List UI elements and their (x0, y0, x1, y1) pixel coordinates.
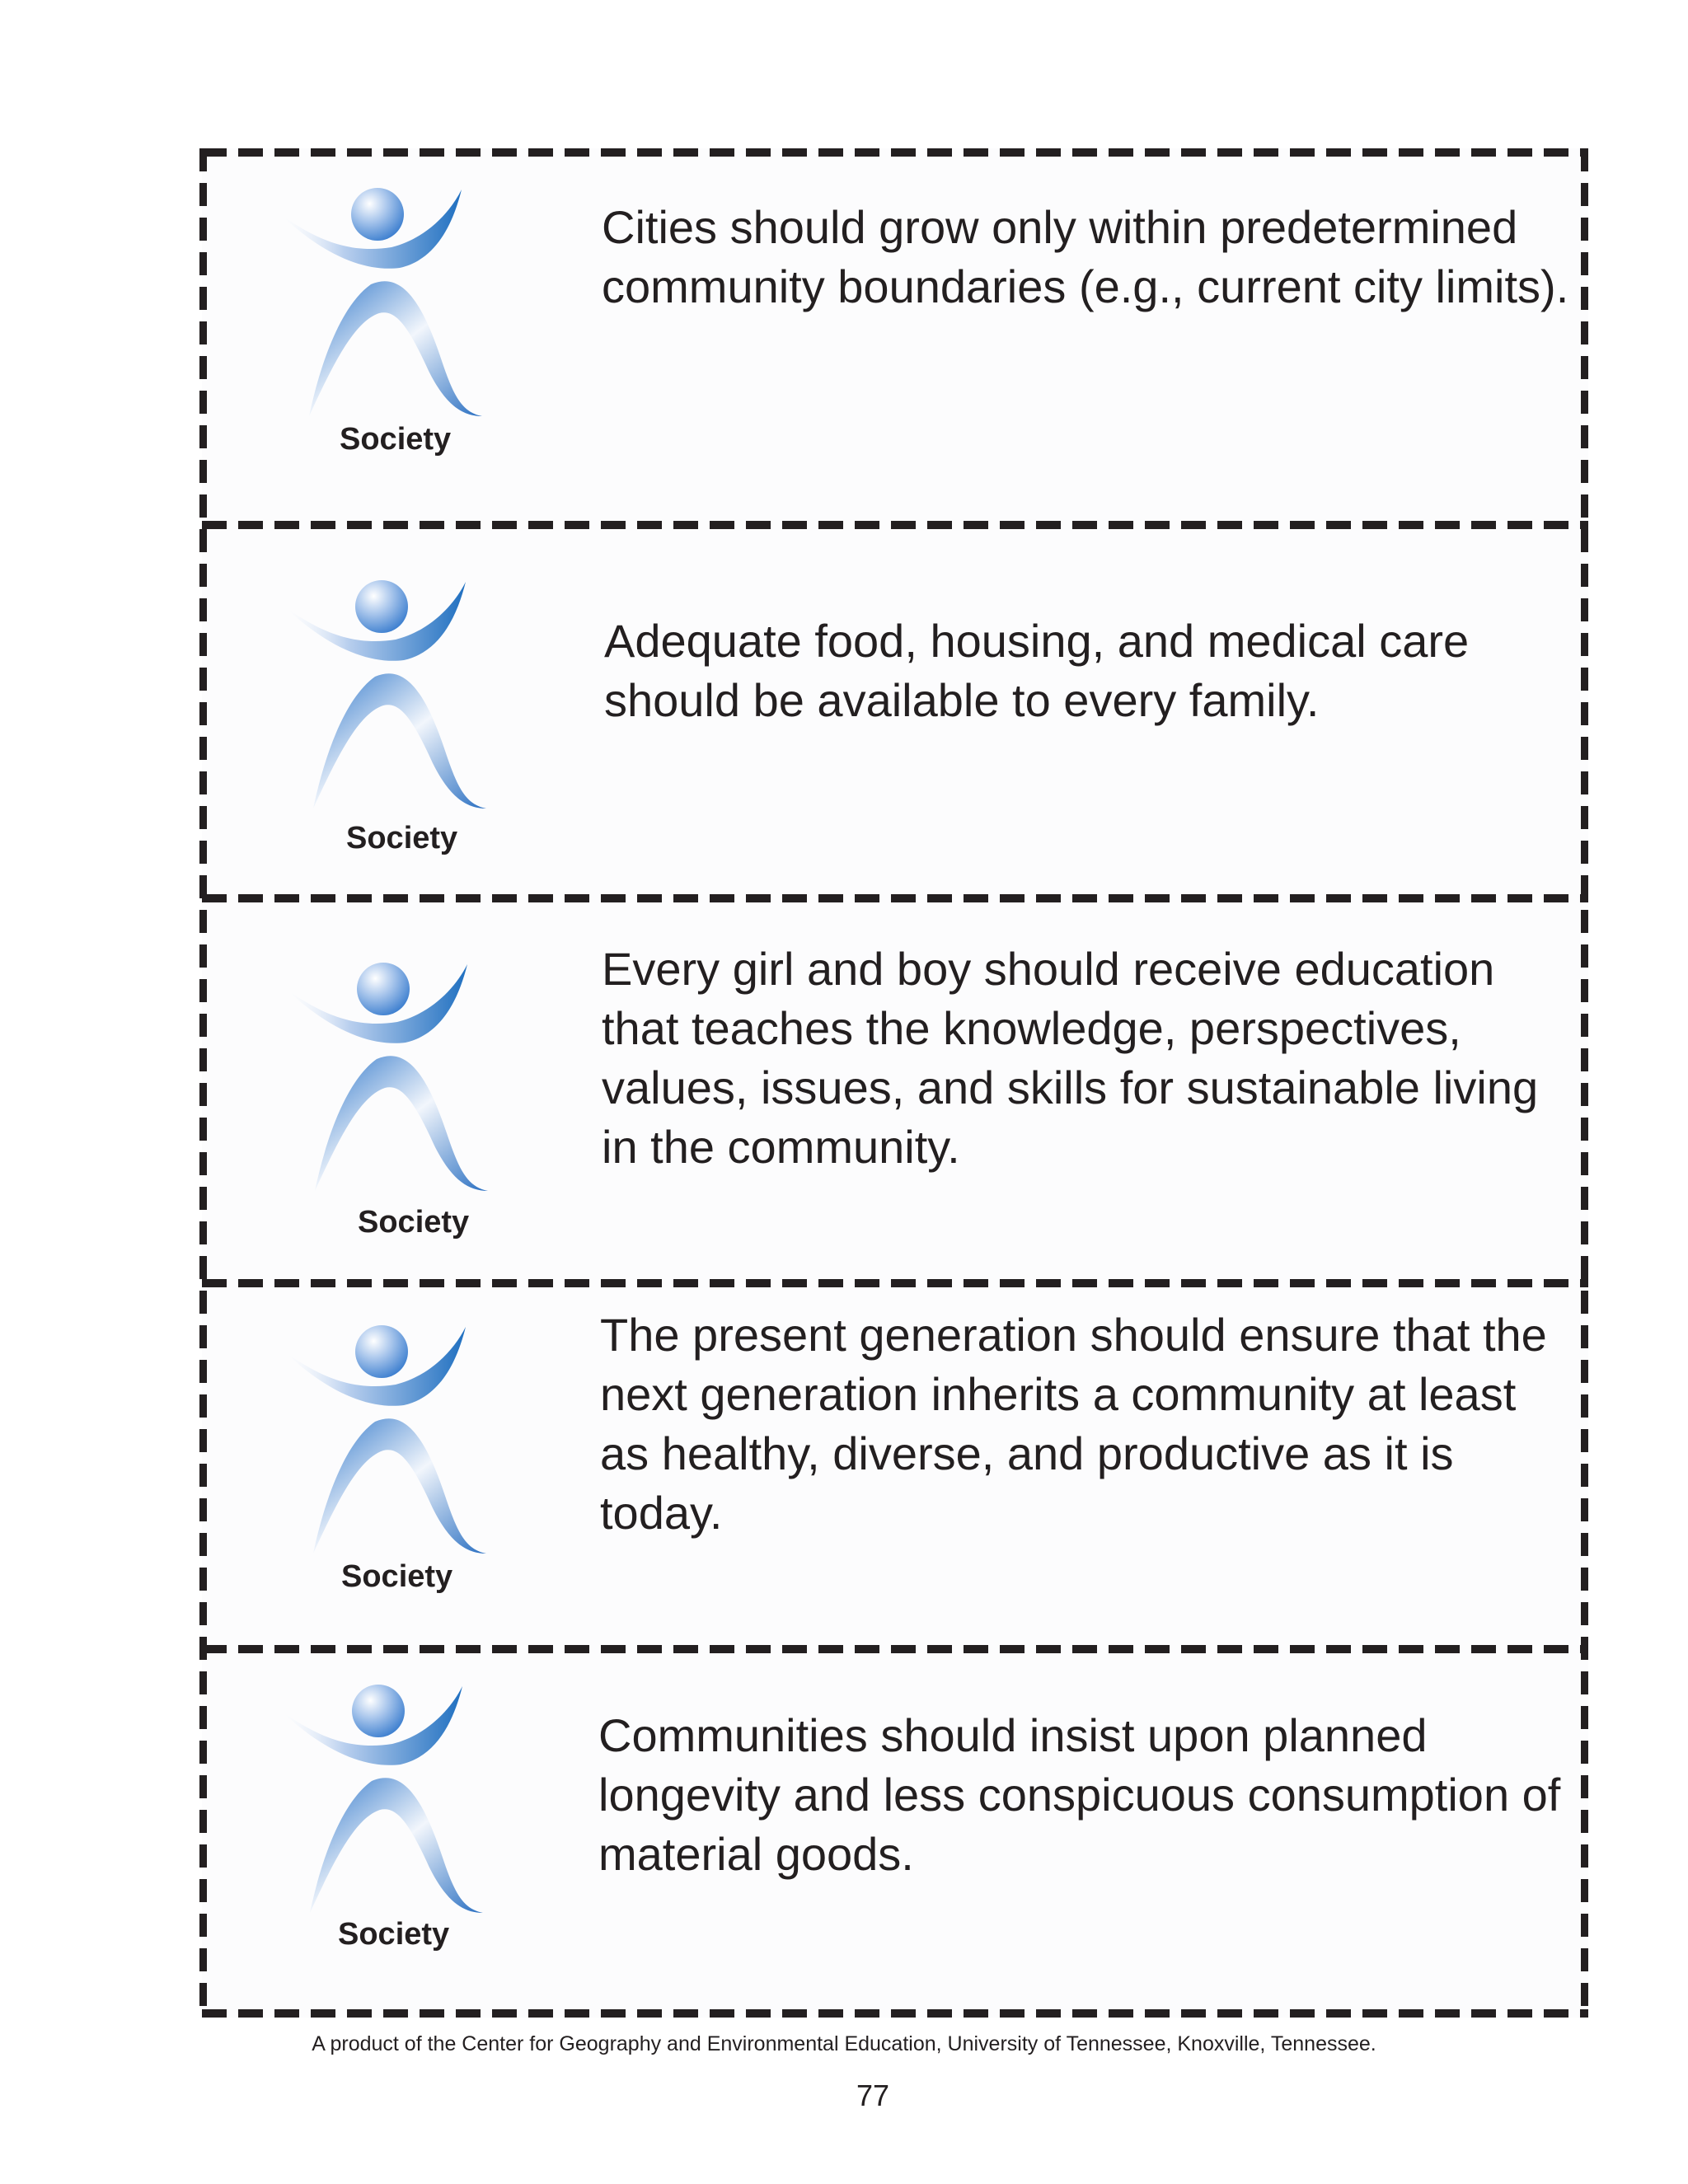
statement-text: Every girl and boy should receive education that teaches the knowledge, perspectives, values, issues, and skills for sustainable living in the community. (602, 943, 1539, 1173)
society-figure-icon (276, 181, 490, 429)
society-figure-icon (280, 1319, 495, 1566)
cut-line (202, 2009, 1588, 2018)
society-figure-icon (280, 574, 495, 821)
cut-line (202, 521, 1588, 529)
statement-text: Adequate food, housing, and medical care should be available to every family. (604, 615, 1470, 726)
society-figure-icon (282, 956, 496, 1203)
statement-text: Cities should grow only within predetermined community boundaries (e.g., current city limits). (602, 201, 1569, 312)
category-label: Society (358, 1205, 470, 1240)
cut-line (202, 1645, 1588, 1653)
society-figure-icon (277, 1678, 491, 1925)
cut-line (202, 1279, 1588, 1287)
cut-line (202, 894, 1588, 902)
page-number: 77 (856, 2079, 890, 2112)
category-label: Society (346, 821, 458, 855)
statement-text: Communities should insist upon planned longevity and less conspicuous consumption of material goods. (598, 1709, 1561, 1880)
cut-line (1581, 148, 1588, 2018)
category-label: Society (340, 422, 452, 457)
category-label: Society (338, 1917, 450, 1952)
category-label: Society (341, 1559, 453, 1594)
footer-credit: A product of the Center for Geography and Environmental Education, University of Tennessee, Knoxville, Tennessee. (312, 2032, 1376, 2055)
cut-line (202, 148, 1588, 157)
cut-line (199, 148, 207, 2018)
statement-text: The present generation should ensure that the next generation inherits a community at least as healthy, diverse, and productive as it is today. (600, 1309, 1547, 1539)
